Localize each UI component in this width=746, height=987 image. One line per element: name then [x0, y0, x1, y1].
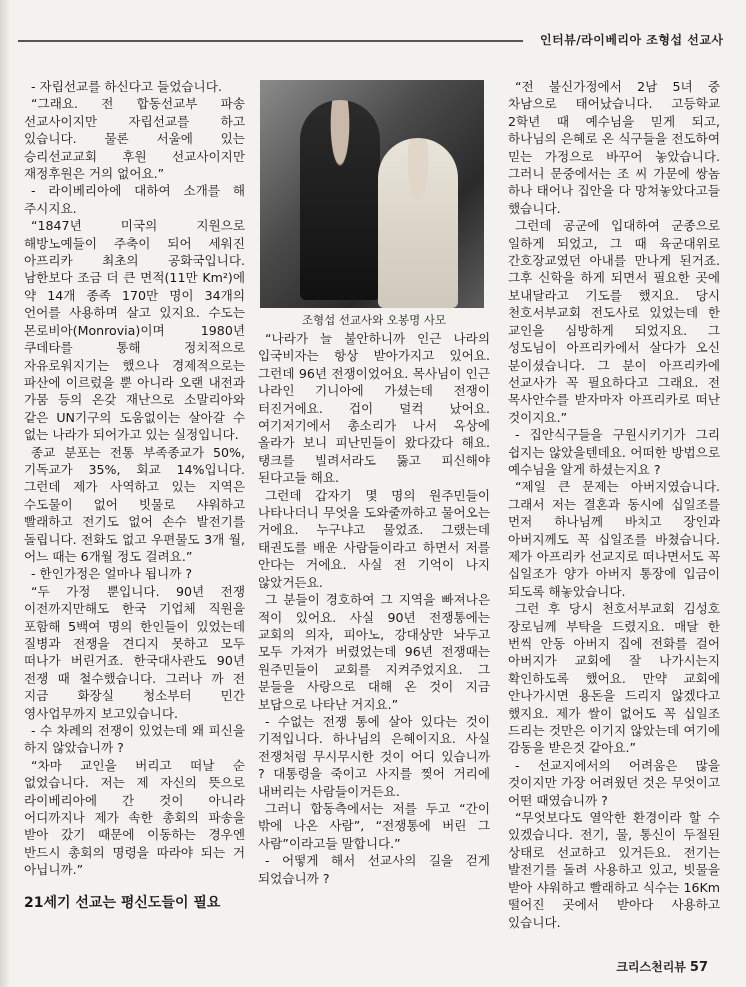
paragraph: - 수 차례의 전쟁이 있었는데 왜 피신을 하지 않았습니까 ? — [24, 723, 245, 756]
column-2 — [258, 330, 490, 887]
column-3 — [508, 78, 720, 931]
paragraph: - 라이베리아에 대하여 소개를 해 주시지요. — [24, 183, 245, 216]
paragraph: “나라가 늘 불안하니까 인근 나라의 입국비자는 항상 받아가지고 있어요. 그런데 96년 전쟁이었어요. 목사님이 인근 나라인 기니아에 가셨는데 전쟁이 터진거에요. 겁이 덜컥 났어요. 여기저기에서 총소리가 나서 옥상에 올라가 보니 피난민들이 왔다갔다 해요. 탱크를 빌려서라도 뚫고 피신해야 된다고들 해요. — [258, 331, 490, 486]
paragraph: “전 불신가정에서 2남 5녀 중 차남으로 태어났습니다. 고등학교 2학년 때 예수님을 믿게 되고, 하나님의 은혜로 온 식구들을 전도하여 믿는 가정으로 바꾸어 놓았습니다. 그러니 문중에서는 조 씨 가문에 쌍놈 하나 태어나 집안을 다 망쳐놓았다고들 했습니다. — [508, 79, 720, 216]
page-number: 57 — [689, 960, 708, 975]
magazine-name: 크리스천리뷰 — [616, 960, 686, 974]
paragraph: - 어떻게 해서 선교사의 길을 걷게 되었습니까 ? — [258, 853, 490, 886]
paragraph: “차마 교인을 버리고 떠날 순 없었습니다. 저는 제 자신의 뜻으로 라이베리아에 간 것이 아니라 어디까지나 제가 속한 총회의 파송을 받아 갔기 때문에 이동하는 경우엔 반드시 총회의 명령을 따라야 되는 거 아닙니까.” — [24, 757, 245, 878]
photo-caption: 조형섭 선교사와 오봉명 사모 — [301, 313, 447, 327]
paragraph: 그 분들이 경호하여 그 지역을 빠져나은 적이 있어요. 사실 90년 전쟁통에는 교회의 의자, 피아노, 강대상만 놔두고 모두 가져가 버렸었는데 96년 전쟁때는 원주민들이 교회를 지켜주었지요. 그 분들을 사랑으로 대해 온 것이 지금 보답으로 나타난 거지요.” — [258, 592, 490, 712]
paragraph: “1847년 미국의 지원으로 해방노예들이 주축이 되어 세워진 아프리카 최초의 공화국입니다. 남한보다 조금 더 큰 면적(11만 Km²)에 약 14개 종족 170만 명이 34개의 언어를 사용하며 살고 있지요. 수도는 몬로비아(Monrovia)이며 1980년 쿠데타를 통해 정치적으로 자유로워지기는 했으나 경제적으로는 파산에 이르렀을 뿐 아니라 오랜 내전과 가뭄 등의 온갖 재난으로 소말리아와 같은 UN기구의 도움없이는 살아갈 수 없는 나라가 되어가고 있는 실정입니다. — [24, 218, 245, 443]
paragraph: - 자립선교를 하신다고 들었습니다. — [31, 79, 222, 94]
paragraph: 그런 후 당시 천호서부교회 김성호 장로님께 부탁을 드렸지요. 매달 한 번씩 안동 아버지 집에 전화를 걸어 아버지가 교회에 잘 나가시는지 확인하도록 했어요. 만약 교회에 안나가시면 용돈을 드리지 않겠다고 했지요. 제가 쌀이 없어도 꼭 십일조 드리는 것만은 이기지 않았는데 여기에 감동을 받은것 같아요.” — [508, 601, 720, 756]
page-footer — [616, 958, 708, 975]
paragraph: 그런데 갑자기 몇 명의 원주민들이 나타나더니 무엇을 도와줄까하고 물어오는 거에요. 누구냐고 물었죠. 그랬는데 태권도를 배운 사람들이라고 하면서 저를 안다는 거에요. 사실 전 기억이 나지 않았거든요. — [258, 487, 490, 590]
running-header: 인터뷰/라이베리아 조형섭 선교사 — [540, 33, 724, 47]
paragraph: - 선교지에서의 어려움은 많을 것이지만 가장 어려웠던 것은 무엇이고 어떤 때였습니까 ? — [508, 757, 720, 808]
paragraph: “그래요. 전 합동선교부 파송 선교사이지만 자립선교를 하고 있습니다. 물론 서울에 있는 승리선교교회 후원 선교사이지만 재정후원은 거의 없어요.” — [24, 96, 245, 182]
photo-woman-figure — [378, 138, 458, 308]
paragraph: - 한인가정은 얼마나 됩니까 ? — [31, 566, 193, 582]
column-1 — [24, 78, 245, 913]
paragraph: “제일 큰 문제는 아버지였습니다. 그래서 저는 결혼과 동시에 십일조를 먼저 하나님께 바치고 장인과 아버지께도 꼭 십일조를 바쳤습니다. 제가 아프리카 선교지로 떠나면서도 꼭 십일조가 양가 아버지 통장에 입금이 되도록 해놓았습니다. — [508, 479, 720, 599]
paragraph: “무엇보다도 열악한 환경이라 할 수 있겠습니다. 전기, 물, 통신이 두절된 상태로 선교하고 있거든요. 전기는 발전기를 돌려 사용하고 있고, 빗물을 받아 샤워하고 빨래하고 식수는 16Km 떨어진 곳에서 받아다 사용하고 있습니다. — [508, 810, 720, 930]
paragraph: 종교 분포는 전통 부족종교가 50%, 기독교가 35%, 회교 14%입니다. 그런데 제가 사역하고 있는 지역은 수도물이 없어 빗물로 샤워하고 빨래하고 전기도 없어 손수 발전기를 돌립니다. 전화도 없고 우편물도 3개 월, 어느 때는 6개월 정도 걸려요.” — [24, 444, 245, 564]
couple-photo — [260, 80, 484, 308]
paragraph: - 집안식구들을 구원시키기가 그리 쉽지는 않았을텐데요. 어떠한 방법으로 예수님을 알게 하셨는지요 ? — [508, 427, 720, 477]
photo-man-figure — [300, 100, 380, 300]
page-edge-shadow — [0, 0, 10, 987]
section-subheading: 21세기 선교는 평신도들이 필요 — [24, 894, 221, 911]
header-rule — [18, 40, 523, 42]
paragraph: 그런데 공군에 입대하여 군종으로 일하게 되었고, 그 때 육군대위로 간호장교였던 아내를 만나게 된거죠. 그후 신학을 하게 되면서 필요한 곳에 보내달라고 기도를 했지요. 당시 천호서부교회 전도사로 있었는데 한 교인을 심방하게 되었지요. 그 성도님이 아프리카에서 살다가 오신 분이셨습니다. 그 분이 아프리카에 선교사가 꼭 필요하다고 그래요. 전 목사안수를 받자마자 아프리카로 떠난 것이지요.” — [508, 218, 720, 425]
paragraph: “두 가정 뿐입니다. 90년 전쟁 이전까지만해도 한국 기업체 직원을 포함해 5백여 명의 한인들이 있었는데 질병과 전쟁을 견디지 못하고 모두 떠나가 버린거죠. 한국대사관도 90년 전쟁 때 철수했습니다. 그러나 까 전 지금 화장실 청소부터 민간 영사업무까지 보고있습니다. — [24, 583, 245, 721]
paragraph: 그러니 합동측에서는 저를 두고 “간이 밖에 나온 사람”, “전쟁통에 버린 그 사람”이라고들 말합니다.” — [258, 800, 490, 851]
paragraph: - 수없는 전쟁 통에 살아 있다는 것이 기적입니다. 하나님의 은혜이지요. 사실 전쟁처럼 무시무시한 것이 어디 있습니까 ? 대통령을 죽이고 사지를 찢어 거리에 내버리는 사람들이거든요. — [258, 713, 490, 799]
